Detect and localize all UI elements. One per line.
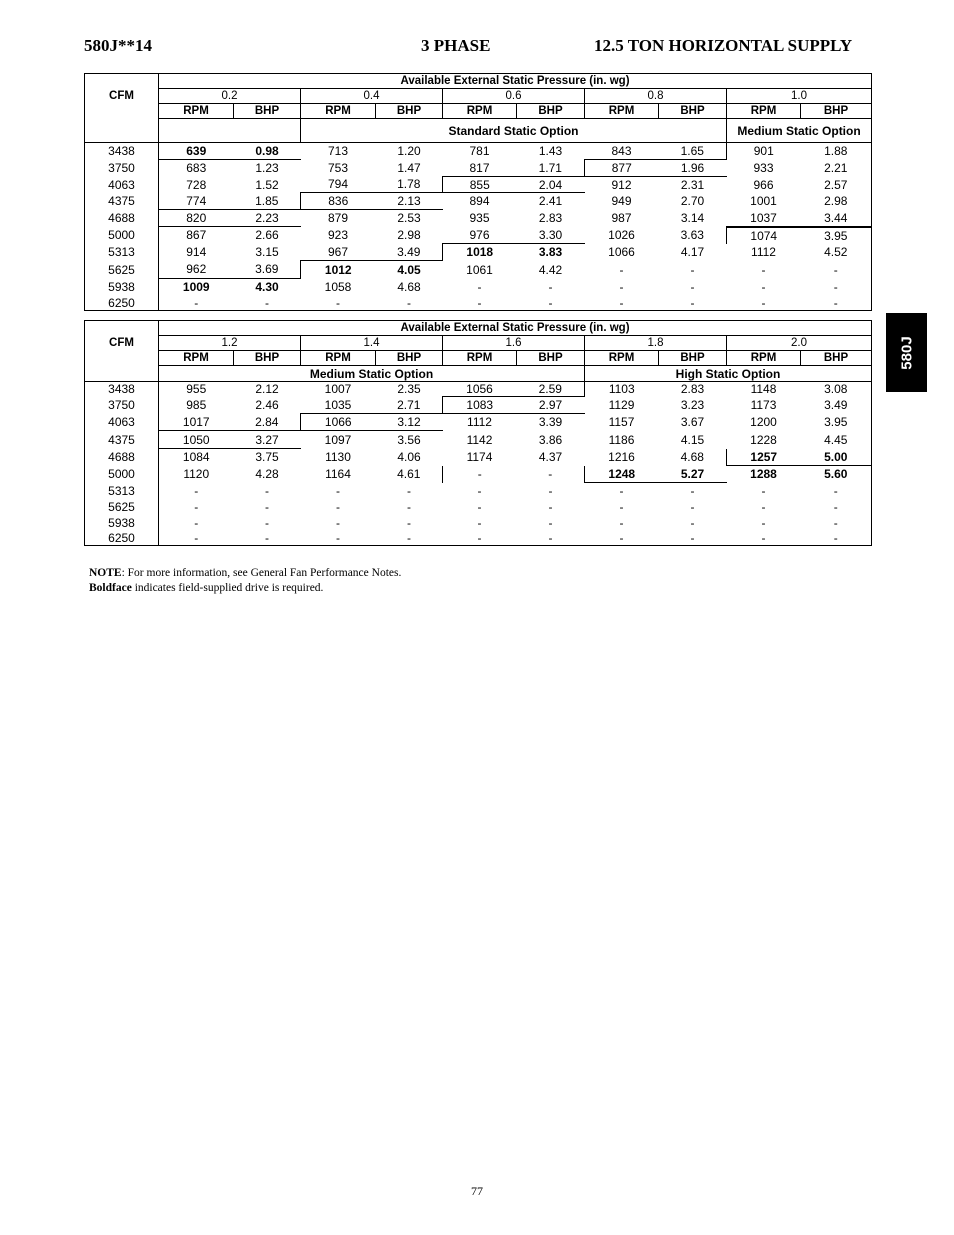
rpm-cell: - [619,295,624,310]
rpm-cell: - [761,499,766,514]
rpm-cell: 1200 [750,415,777,429]
rpm-cell: 935 [469,211,490,225]
rpm-cell: 1173 [750,398,777,412]
bhp-cell: 4.30 [234,279,301,296]
pressure-group-header: Available External Static Pressure (in. wg) [159,74,872,89]
page-number: 77 [471,1184,483,1198]
cfm-cell: 3438 [85,382,159,397]
rpm-header: RPM [443,104,517,119]
table-row [85,531,872,546]
bhp-header: BHP [376,104,443,119]
bhp-cell: - [690,262,695,277]
cfm-cell: 5313 [85,483,159,499]
bhp-cell: 2.41 [538,194,563,209]
bhp-cell: 3.63 [680,228,704,242]
table-row [85,414,872,431]
bhp-cell: 2.23 [234,210,301,227]
bhp-cell: - [548,515,553,530]
bhp-cell: - [548,483,553,498]
rpm-cell: 1035 [324,397,352,412]
rpm-cell: - [761,530,766,545]
cfm-cell: 5625 [85,261,159,279]
rpm-cell: 843 [585,143,659,160]
bhp-cell: 3.49 [376,244,443,261]
boldface-line [89,581,401,596]
cfm-cell: 6250 [85,531,159,546]
bhp-cell: - [265,499,269,514]
table-row [85,483,872,499]
rpm-cell: - [443,466,517,483]
rpm-cell: - [761,295,766,310]
bhp-cell: 2.70 [680,194,705,208]
rpm-cell: 949 [611,194,632,208]
rpm-cell: - [477,530,482,545]
rpm-cell: - [761,483,766,498]
bhp-cell: 4.68 [680,450,704,464]
bhp-cell: 3.67 [680,415,705,429]
cfm-cell: 4063 [85,177,159,193]
bhp-header: BHP [659,351,727,366]
rpm-cell: 1074 [727,227,801,244]
bhp-cell: 3.49 [824,398,848,412]
rpm-header: RPM [301,104,376,119]
pressure-header: 1.4 [301,336,443,351]
rpm-cell: 1174 [466,450,493,464]
table-row [85,193,872,210]
rpm-cell: 1001 [750,194,777,208]
bhp-cell: 2.31 [680,177,705,192]
rpm-cell: 1129 [608,398,635,412]
rpm-cell: - [477,295,482,310]
bhp-cell: - [265,515,269,530]
table-row [85,160,872,177]
pressure-header: 2.0 [727,336,872,351]
rpm-cell: 912 [611,177,632,192]
bhp-cell: - [407,530,411,545]
bhp-cell: - [548,467,553,481]
bhp-header: BHP [801,351,872,366]
rpm-cell: - [477,515,482,530]
rpm-cell: 1257 [727,449,801,466]
bhp-cell: 4.28 [255,467,279,481]
rpm-cell: 1248 [585,466,659,483]
rpm-cell: - [477,499,482,514]
notes [89,566,401,596]
pressure-group-header: Available External Static Pressure (in. wg) [159,321,872,336]
rpm-cell: 966 [753,177,774,192]
rpm-cell: 1112 [467,415,492,430]
rpm-header: RPM [585,104,659,119]
bhp-cell: 3.95 [824,415,848,429]
rpm-header: RPM [585,351,659,366]
pressure-header: 0.4 [301,89,443,104]
table-row [85,449,872,466]
rpm-cell: 1050 [159,431,234,449]
option-label-standard: Standard Static Option [301,119,727,143]
option-blank [159,119,301,143]
rpm-cell: 1130 [325,450,351,464]
table-row [85,244,872,261]
rpm-header: RPM [443,351,517,366]
note-line [89,566,401,581]
rpm-header: RPM [727,351,801,366]
pressure-header: 0.8 [585,89,727,104]
cfm-header: CFM [85,321,159,366]
bhp-cell: - [265,295,269,310]
bhp-cell: 3.83 [517,244,585,261]
table-row [85,397,872,414]
bhp-cell: 4.68 [397,280,421,294]
rpm-cell: 1120 [183,467,210,481]
rpm-cell: 976 [443,227,517,244]
pressure-header: 1.6 [443,336,585,351]
bhp-cell: - [548,280,553,294]
rpm-cell: 867 [186,228,207,243]
bhp-cell: 1.96 [659,160,727,177]
bhp-cell: 2.12 [234,382,301,397]
rpm-cell: 1017 [182,414,210,429]
rpm-cell: 1066 [608,245,635,259]
rpm-cell: 894 [469,194,490,209]
bhp-cell: 4.52 [824,245,848,259]
bhp-cell: - [690,499,695,514]
rpm-cell: - [477,483,482,498]
bhp-cell: 2.71 [397,397,421,412]
bhp-header: BHP [517,351,585,366]
bhp-cell: 4.45 [824,432,848,447]
bhp-cell: - [407,295,411,310]
bhp-cell: 2.83 [659,382,727,397]
cfm-cell: 3750 [85,397,159,414]
table-row [85,296,872,311]
rpm-cell: 1066 [301,414,376,431]
rpm-cell: 639 [159,143,234,160]
rpm-cell: 1061 [466,262,493,277]
bhp-cell: 1.78 [397,177,421,192]
bhp-cell: - [548,530,553,545]
bhp-cell: 2.98 [824,194,848,208]
cfm-cell: 4063 [85,414,159,431]
table-row [85,227,872,244]
rpm-cell: 820 [159,210,234,227]
bhp-cell: - [690,295,695,310]
bhp-cell: 2.84 [255,414,279,429]
cfm-cell: 4375 [85,193,159,210]
rpm-cell: 1103 [585,382,659,397]
table-row [85,466,872,483]
bhp-cell: 5.27 [659,466,727,483]
rpm-cell: 1058 [324,280,352,294]
table-row [85,515,872,531]
bhp-cell: - [548,499,553,514]
bhp-cell: 5.00 [801,449,872,466]
bhp-cell: 1.43 [517,143,585,160]
table-row [85,382,872,397]
bhp-cell: 4.42 [538,262,563,277]
bhp-cell: - [833,262,838,277]
bhp-cell: 2.98 [397,228,421,242]
cfm-header-spacer [85,366,159,382]
model-header: 580J**14 [84,36,152,55]
rpm-cell: 1012 [301,261,376,279]
bhp-cell: 3.86 [538,432,563,447]
rpm-cell: - [336,499,340,514]
fan-performance-table-low [84,73,872,311]
bhp-cell: 2.21 [824,161,848,175]
note-label: NOTE [89,567,122,579]
cfm-cell: 4375 [85,431,159,449]
bhp-cell: 3.27 [234,431,301,449]
bhp-cell: 4.06 [397,450,421,464]
bhp-cell: 5.60 [824,467,848,482]
bhp-cell: - [265,530,269,545]
bhp-header: BHP [376,351,443,366]
bhp-cell: 2.59 [517,382,585,397]
rpm-cell: - [761,262,766,277]
option-label-medium: Medium Static Option [309,366,434,381]
bhp-cell: 4.17 [680,245,705,259]
bhp-cell: 4.37 [538,450,563,464]
rpm-cell: 1288 [750,467,777,482]
bhp-cell: 4.15 [680,432,705,447]
bhp-cell: - [833,295,838,310]
bhp-header: BHP [234,104,301,119]
section-tab-label: 580J [898,335,915,370]
cfm-cell: 5000 [85,227,159,244]
cfm-header: CFM [85,74,159,119]
pressure-header: 1.0 [727,89,872,104]
bhp-cell: - [833,515,838,530]
bhp-cell: 1.71 [538,160,562,175]
bhp-cell: 3.44 [801,210,872,227]
bhp-cell: 3.08 [801,382,872,397]
rpm-cell: 781 [443,143,517,160]
bhp-cell: 3.30 [517,227,585,244]
bhp-cell: 1.47 [397,161,421,175]
rpm-header: RPM [159,351,234,366]
bhp-cell: 3.15 [255,245,279,259]
rpm-cell: 914 [186,245,207,259]
boldface-text: indicates field-supplied drive is required. [131,582,324,594]
rpm-cell: 753 [327,161,349,175]
bhp-cell: 2.13 [376,193,443,210]
rpm-cell: - [194,483,199,498]
cfm-cell: 5000 [85,466,159,483]
bhp-cell: 2.35 [376,382,443,397]
bhp-cell: 1.20 [376,143,443,160]
rpm-cell: 877 [585,160,659,177]
rpm-cell: - [619,280,624,294]
bhp-cell: - [833,499,838,514]
rpm-cell: 683 [186,161,207,176]
boldface-label: Boldface [89,582,132,594]
bhp-cell: - [833,280,838,294]
bhp-cell: - [407,483,411,498]
rpm-header: RPM [727,104,801,119]
pressure-header: 1.8 [585,336,727,351]
bhp-cell: 1.65 [659,143,727,160]
bhp-cell: 2.97 [517,397,585,414]
cfm-cell: 4688 [85,210,159,227]
rpm-cell: 962 [159,261,234,279]
rpm-header: RPM [159,104,234,119]
rpm-cell: 1228 [750,432,777,447]
bhp-cell: 0.98 [234,143,301,160]
rpm-cell: 901 [727,143,801,160]
bhp-cell: 3.75 [255,450,279,465]
cfm-cell: 4688 [85,449,159,466]
table-row [85,431,872,449]
rpm-cell: 955 [159,382,234,397]
rpm-cell: 1186 [608,432,635,447]
rpm-cell: 985 [186,398,207,412]
bhp-cell: - [265,483,269,498]
rpm-cell: 879 [327,211,349,226]
rpm-cell: 1007 [301,382,376,397]
bhp-cell: 3.12 [376,414,443,431]
rpm-cell: 728 [186,177,207,192]
rpm-cell: 1112 [751,245,776,259]
rpm-cell: - [336,530,340,545]
bhp-cell: 4.61 [397,467,421,481]
rpm-cell: - [619,483,624,498]
cfm-cell: 5313 [85,244,159,261]
rpm-cell: 1148 [727,382,801,397]
bhp-cell: - [833,530,838,545]
rpm-cell: 836 [301,193,376,210]
note-text: : For more information, see General Fan Performance Notes. [121,567,402,579]
rpm-cell: - [194,515,199,530]
bhp-cell: - [407,499,411,514]
rpm-cell: - [619,262,624,277]
bhp-cell: 2.66 [255,228,279,243]
rpm-cell: 1097 [324,432,352,447]
cfm-cell: 6250 [85,296,159,311]
page-title: 12.5 TON HORIZONTAL SUPPLY [594,36,853,55]
rpm-cell: 817 [469,160,490,175]
cfm-cell: 3750 [85,160,159,177]
bhp-cell: 1.23 [255,161,279,176]
phase-header: 3 PHASE [421,36,491,55]
pressure-header: 1.2 [159,336,301,351]
bhp-cell: - [690,515,695,530]
section-tab [886,313,927,392]
bhp-cell: 3.14 [680,211,705,225]
rpm-cell: - [194,499,199,514]
bhp-cell: - [548,295,553,310]
table-row [85,499,872,515]
rpm-cell: - [619,499,624,514]
rpm-cell: 1083 [443,397,517,414]
bhp-header: BHP [659,104,727,119]
bhp-cell: - [690,483,695,498]
bhp-cell: 1.88 [801,143,872,160]
rpm-cell: 1009 [159,279,234,296]
rpm-cell: 1157 [608,415,635,429]
option-label-high: High Static Option [585,366,872,382]
bhp-cell: 3.69 [234,261,301,279]
bhp-cell: 1.52 [255,177,279,192]
bhp-cell: - [690,530,695,545]
rpm-cell: - [336,515,340,530]
rpm-cell: - [194,530,199,545]
rpm-cell: 774 [186,193,207,208]
bhp-cell: 3.95 [801,227,872,244]
cfm-cell: 3438 [85,143,159,160]
rpm-cell: 1216 [608,450,635,464]
rpm-cell: 855 [443,177,517,193]
rpm-cell: - [761,280,766,294]
cfm-cell: 5625 [85,499,159,515]
rpm-cell: 1164 [325,467,351,481]
rpm-cell: 923 [327,228,349,242]
table-row [85,261,872,279]
rpm-cell: - [194,295,199,310]
rpm-cell: 967 [301,244,376,261]
rpm-cell: 1037 [727,210,801,227]
rpm-cell: 987 [611,211,632,225]
cfm-header-spacer [85,119,159,143]
rpm-cell: 1056 [443,382,517,397]
bhp-cell: - [833,483,838,498]
bhp-cell: 3.56 [397,432,421,447]
rpm-cell: 794 [327,177,349,192]
rpm-cell: - [761,515,766,530]
rpm-header: RPM [301,351,376,366]
option-label-medium: Medium Static Option [727,119,872,143]
bhp-cell: 2.04 [517,177,585,193]
bhp-header: BHP [517,104,585,119]
bhp-header: BHP [234,351,301,366]
bhp-cell: 3.39 [538,415,563,430]
rpm-cell: 1142 [466,432,493,447]
rpm-cell: 1018 [443,244,517,261]
bhp-cell: 4.05 [376,261,443,279]
bhp-cell: 2.46 [255,398,279,412]
table-body [85,143,872,311]
cfm-cell: 5938 [85,279,159,296]
rpm-cell: - [619,530,624,545]
bhp-cell: 3.23 [680,398,705,412]
bhp-cell: 1.85 [255,193,279,208]
rpm-cell: - [336,295,340,310]
bhp-cell: 2.57 [824,177,848,192]
pressure-header: 0.6 [443,89,585,104]
bhp-cell: - [407,515,411,530]
bhp-cell: - [690,280,695,294]
bhp-header: BHP [801,104,872,119]
rpm-cell: - [477,280,482,294]
cfm-cell: 5938 [85,515,159,531]
rpm-cell: 933 [753,161,774,175]
table-row [85,210,872,227]
table-row [85,143,872,160]
pressure-header: 0.2 [159,89,301,104]
table-row [85,279,872,296]
rpm-cell: - [619,515,624,530]
rpm-cell: - [336,483,340,498]
rpm-cell: 1084 [182,450,210,465]
rpm-cell: 1026 [608,228,635,242]
table-row [85,177,872,193]
table-body [85,382,872,546]
rpm-cell: 713 [301,143,376,160]
fan-performance-table-high [84,320,872,546]
bhp-cell: 2.53 [397,211,421,226]
bhp-cell: 2.83 [538,211,563,225]
